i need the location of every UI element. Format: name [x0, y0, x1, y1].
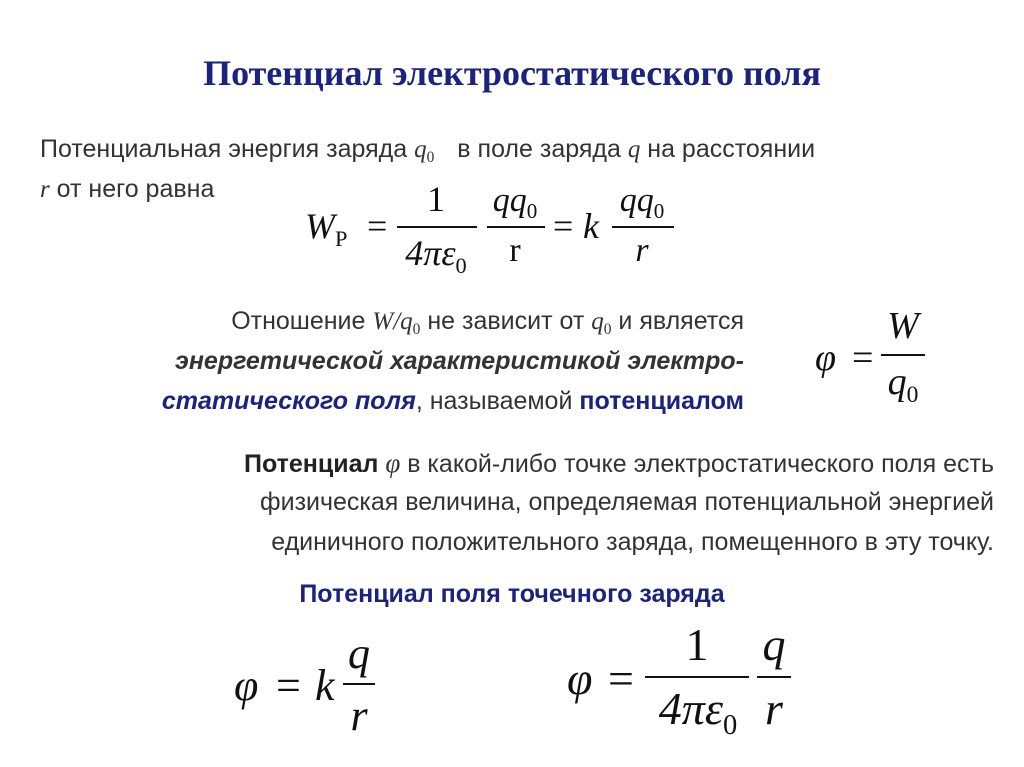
- denominator-q0: $q_0$: [887, 361, 919, 409]
- numerator-w: W: [887, 305, 919, 347]
- fraction-bar: [612, 226, 674, 228]
- fraction-bar: [343, 683, 375, 685]
- wp-symbol: $W_P$: [305, 206, 348, 251]
- denominator-r: r: [765, 683, 783, 734]
- q-symbol: q: [627, 136, 641, 163]
- numerator-q: q: [348, 629, 370, 678]
- k-constant: k: [315, 661, 335, 710]
- denominator-r: r: [509, 232, 521, 269]
- slide-title: Потенциал электростатического поля: [203, 53, 821, 93]
- fraction-bar: [645, 676, 749, 678]
- q0-symbol: $q_0$: [414, 136, 435, 167]
- equals-sign: =: [367, 206, 388, 246]
- intro-line-1: [40, 135, 816, 167]
- denominator-4pi-eps: $4\pi\varepsilon_0$: [405, 233, 467, 278]
- equals-sign: =: [553, 206, 574, 246]
- phi-symbol: φ: [234, 661, 259, 710]
- intro-text: от него равна: [49, 175, 215, 203]
- phi-symbol: φ: [385, 448, 401, 478]
- ratio-line-3: статического поля, называемой потенциалом: [161, 387, 744, 415]
- r-symbol: r: [40, 176, 50, 203]
- denominator-r: r: [350, 691, 368, 740]
- numerator-one: 1: [685, 619, 709, 670]
- q0-symbol: $q_0$: [591, 308, 612, 339]
- denominator-4pi-eps: $4\pi\varepsilon_0$: [658, 683, 738, 741]
- k-constant: k: [583, 206, 599, 246]
- equals-sign: =: [608, 653, 634, 704]
- fraction-bar: [881, 354, 925, 356]
- ratio-line-1: Отношение $W/q_0$ не зависит от $q_0$ и является: [231, 307, 744, 339]
- definition-line-3: единичного положительного заряда, помещенного в эту точку.: [271, 528, 994, 556]
- numerator-one: 1: [427, 179, 445, 219]
- fraction-bar: [397, 226, 477, 228]
- intro-text: на расстоянии: [640, 135, 816, 163]
- numerator-q: q: [762, 619, 786, 670]
- intro-text: Потенциальная энергия заряда: [40, 135, 415, 163]
- fraction-bar: [487, 226, 545, 228]
- numerator-qq0: $qq_0$: [619, 182, 665, 224]
- definition-line-1: Потенциал φ в какой-либо точке электростатического поля есть: [243, 448, 994, 478]
- phi-symbol: φ: [567, 653, 593, 704]
- numerator-qq0: $qq_0$: [492, 182, 538, 224]
- fraction-bar: [757, 676, 791, 678]
- denominator-r: r: [635, 232, 649, 269]
- section-subtitle: Потенциал поля точечного заряда: [299, 580, 725, 608]
- phi-symbol: φ: [815, 337, 837, 379]
- ratio-line-2: энергетической характеристикой электро-: [175, 347, 744, 375]
- intro-line-2: [40, 175, 214, 204]
- intro-text: в поле заряда: [450, 135, 628, 163]
- definition-line-2: физическая величина, определяемая потенциальной энергией: [260, 488, 994, 516]
- w-over-q0: $W/q_0$: [372, 308, 421, 339]
- equals-sign: =: [276, 661, 301, 710]
- equals-sign: =: [852, 337, 874, 379]
